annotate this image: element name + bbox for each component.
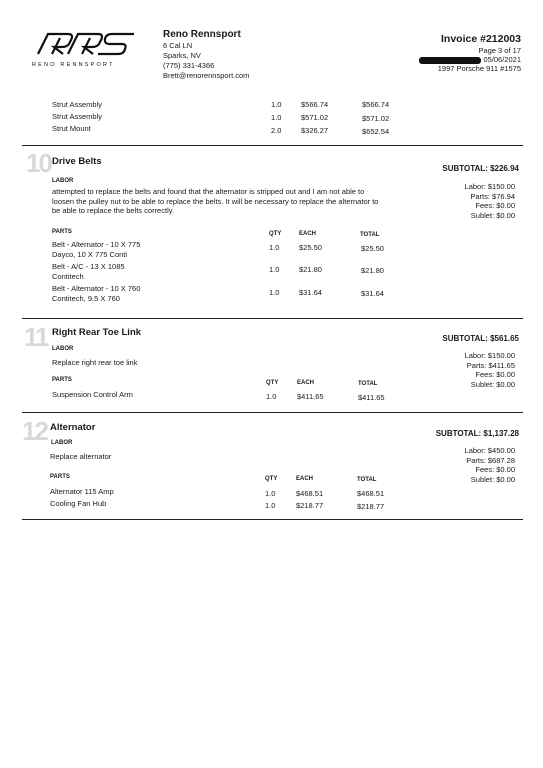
qty-header: QTY	[265, 476, 278, 482]
qty-header: QTY	[266, 380, 279, 386]
section-summary: Labor: $450.00 Parts: $687.28 Fees: $0.00 Sublet: $0.00	[464, 446, 515, 484]
section-subtotal: SUBTOTAL: $561.65	[442, 334, 519, 343]
total-cell: $571.02	[362, 114, 390, 123]
each-cell: $21.80	[299, 265, 322, 274]
total-cell: $25.50	[361, 244, 384, 253]
table-row: Belt - Alternator - 10 X 760 Contitech, 9.5 X 760	[52, 284, 141, 303]
company-email: Brett@renorennsport.com	[163, 71, 250, 80]
company-name: Reno Rennsport	[163, 29, 241, 40]
each-cell: $468.51	[296, 489, 324, 498]
each-header: EACH	[296, 476, 314, 482]
section-subtotal: SUBTOTAL: $1,137.28	[435, 429, 519, 438]
each-cell: $566.74	[301, 100, 329, 109]
total-header: TOTAL	[360, 232, 380, 238]
each-cell: $31.64	[299, 288, 322, 297]
table-row: Alternator 115 Amp	[50, 487, 114, 496]
labor-header: LABOR	[51, 440, 73, 446]
logo-subtext: RENO RENNSPORT	[32, 62, 115, 68]
total-header: TOTAL	[357, 477, 377, 483]
qty-header: QTY	[269, 231, 282, 237]
section-divider	[22, 318, 523, 319]
company-address-line1: 6 Cal LN	[163, 41, 193, 50]
vehicle-info: 1997 Porsche 911 #1575	[437, 64, 521, 73]
qty-cell: 1.0	[266, 392, 277, 401]
parts-header: PARTS	[52, 377, 72, 383]
qty-cell: 1.0	[265, 501, 276, 510]
parts-header: PARTS	[52, 229, 72, 235]
each-cell: $326.27	[301, 126, 329, 135]
total-cell: $411.65	[358, 393, 385, 402]
section-summary: Labor: $150.00 Parts: $411.65 Fees: $0.00 Sublet: $0.00	[464, 351, 515, 389]
each-cell: $571.02	[301, 113, 329, 122]
qty-cell: 1.0	[269, 243, 280, 252]
total-cell: $31.64	[361, 289, 384, 298]
section-title: Right Rear Toe Link	[52, 327, 142, 338]
section-divider	[22, 145, 523, 146]
qty-cell: 1.0	[271, 100, 282, 109]
qty-cell: 2.0	[271, 126, 282, 135]
section-divider	[22, 412, 523, 413]
invoice-number: Invoice #212003	[441, 33, 521, 45]
each-header: EACH	[297, 380, 315, 386]
invoice-date: 05/06/2021	[483, 55, 521, 64]
list-item: Strut Assembly	[52, 100, 103, 109]
section-title: Alternator	[50, 422, 96, 433]
total-cell: $21.80	[361, 266, 384, 275]
each-header: EACH	[299, 231, 317, 237]
table-row: Cooling Fan Hub	[50, 499, 107, 508]
section-summary: Labor: $150.00 Parts: $76.94 Fees: $0.00 Sublet: $0.00	[464, 182, 515, 220]
section-subtotal: SUBTOTAL: $226.94	[442, 164, 519, 173]
labor-header: LABOR	[52, 178, 74, 184]
invoice-info	[419, 32, 521, 73]
qty-cell: 1.0	[269, 265, 280, 274]
section-number: 12	[22, 416, 47, 446]
total-cell: $218.77	[357, 502, 385, 511]
each-cell: $411.65	[297, 392, 324, 401]
rrs-logo-graphic	[30, 28, 142, 70]
total-cell: $566.74	[362, 100, 390, 109]
page-indicator: Page 3 of 17	[478, 46, 521, 55]
parts-header: PARTS	[50, 474, 70, 480]
company-logo	[30, 28, 142, 75]
redaction-mark	[419, 57, 481, 64]
list-item: Strut Mount	[52, 124, 91, 133]
labor-description: Replace alternator	[50, 452, 112, 461]
section-divider	[22, 519, 523, 520]
labor-header: LABOR	[52, 346, 74, 352]
each-cell: $25.50	[299, 243, 322, 252]
total-header: TOTAL	[358, 381, 378, 387]
qty-cell: 1.0	[265, 489, 276, 498]
company-info	[163, 28, 249, 81]
company-address-line2: Sparks, NV	[163, 51, 201, 60]
company-phone: (775) 331-4366	[163, 61, 215, 70]
total-cell: $468.51	[357, 489, 385, 498]
table-row: Belt - Alternator - 10 X 775 Dayco, 10 X 775 Conti	[52, 240, 141, 259]
section-title: Drive Belts	[52, 156, 102, 167]
qty-cell: 1.0	[271, 113, 282, 122]
labor-description: attempted to replace the belts and found that the alternator is stripped out and I am not able to loosen the pulley nut to be able to replace the belts. It will be necessary to replace the alternator to be able to replace the belts correctly.	[52, 187, 379, 215]
labor-description: Replace right rear toe link	[52, 358, 138, 367]
table-row: Belt - A/C - 13 X 1085 Contitech	[52, 262, 125, 281]
section-number: 11	[24, 322, 48, 352]
total-cell: $652.54	[362, 127, 390, 136]
section-number: 10	[26, 148, 51, 178]
table-row: Suspension Control Arm	[52, 390, 133, 399]
each-cell: $218.77	[296, 501, 324, 510]
qty-cell: 1.0	[269, 288, 280, 297]
list-item: Strut Assembly	[52, 112, 103, 121]
